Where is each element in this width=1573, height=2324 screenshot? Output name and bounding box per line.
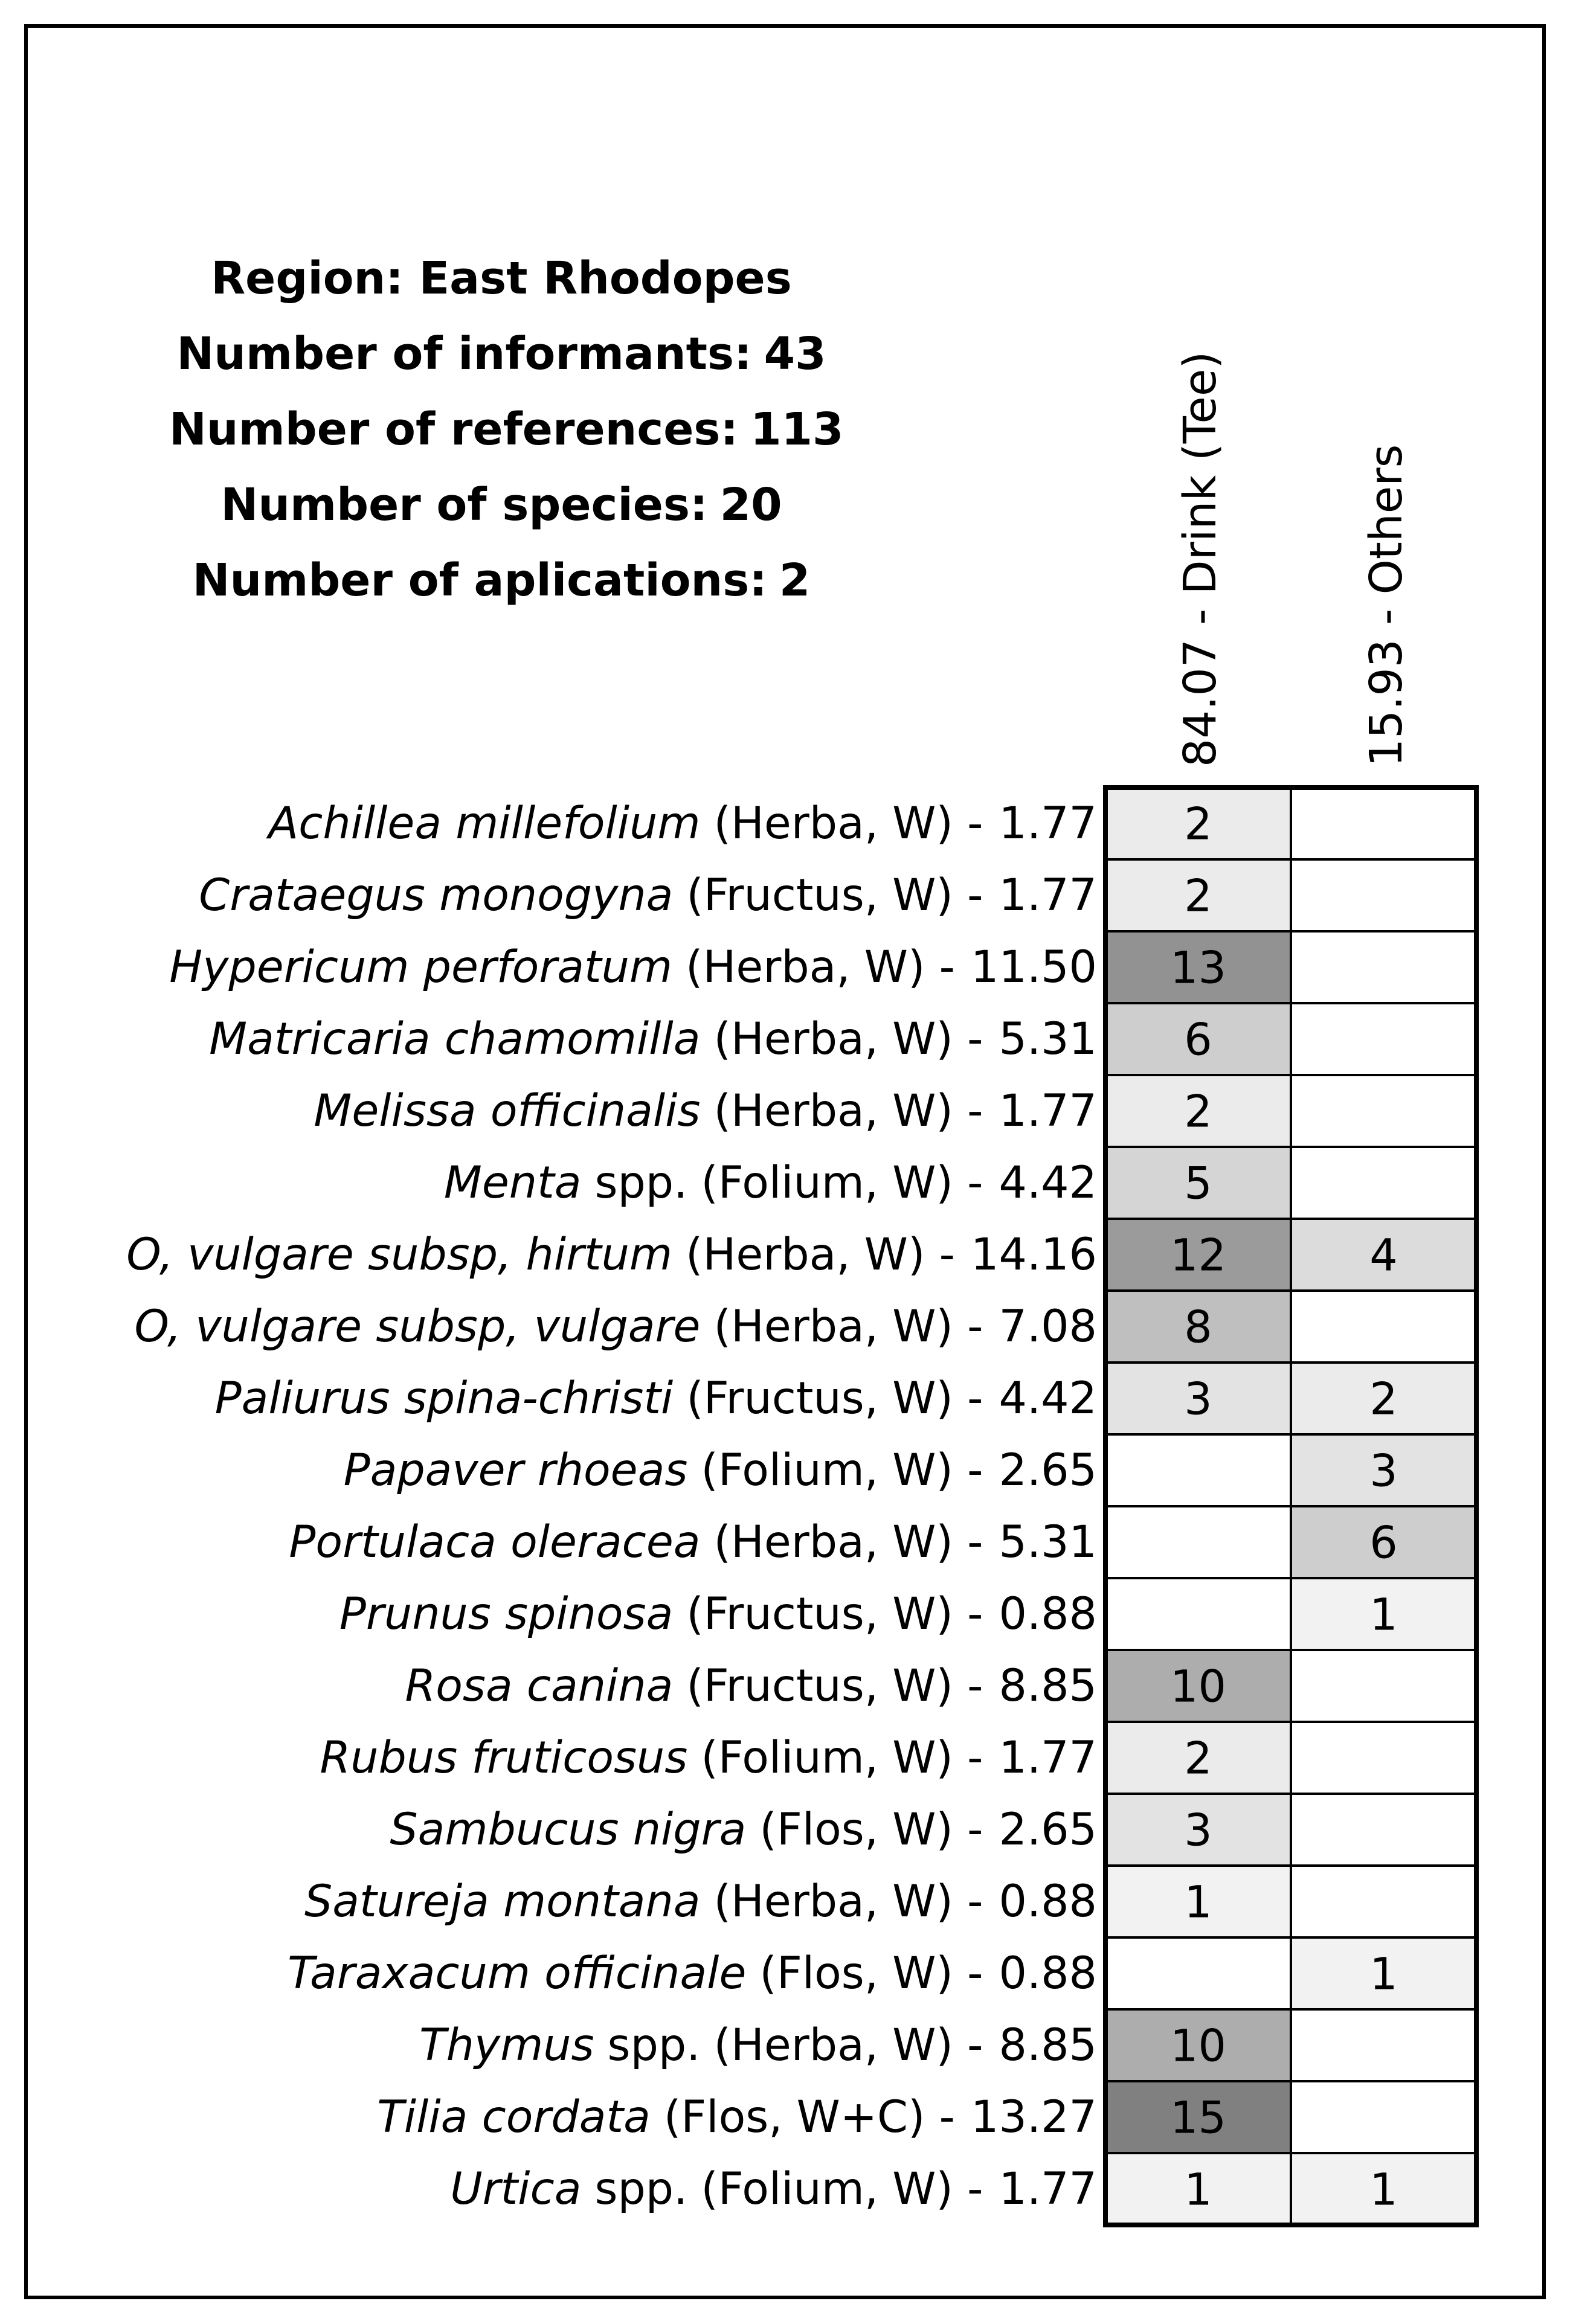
species-name: O, vulgare subsp, vulgare bbox=[134, 1301, 701, 1352]
heatmap-cell bbox=[1291, 1291, 1476, 1363]
cell-value-label: 1 bbox=[1184, 2164, 1212, 2216]
heatmap-cell bbox=[1105, 1578, 1291, 1650]
references-label: Number of references: bbox=[169, 403, 739, 455]
row-percent: 14.16 bbox=[971, 1229, 1097, 1280]
species-label: Number of species: bbox=[220, 479, 708, 531]
heatmap-cell bbox=[1105, 1434, 1291, 1506]
cell-value-label: 2 bbox=[1184, 1733, 1212, 1785]
cell-value-label: 3 bbox=[1184, 1805, 1212, 1857]
cell-value-label: 4 bbox=[1369, 1230, 1398, 1282]
plant-part-details: (Folium, W) - bbox=[701, 2163, 983, 2215]
applications-label: Number of aplications: bbox=[192, 554, 767, 606]
cell-value-label: 12 bbox=[1170, 1230, 1226, 1282]
cell-value-label: 3 bbox=[1184, 1373, 1212, 1425]
species-name: Satureja montana bbox=[304, 1876, 701, 1927]
heatmap-cell bbox=[1291, 859, 1476, 931]
row-percent: 1.77 bbox=[999, 1085, 1097, 1137]
plant-part-details: (Flos, W) - bbox=[759, 1804, 983, 1855]
plant-part-details: (Folium, W) - bbox=[701, 1157, 983, 1209]
row-percent: 1.77 bbox=[999, 2163, 1097, 2215]
cell-value-label: 6 bbox=[1369, 1517, 1398, 1569]
plant-part-details: (Fructus, W) - bbox=[686, 870, 983, 921]
plant-part-details: (Herba, W) - bbox=[713, 1301, 983, 1352]
heatmap-cell bbox=[1291, 931, 1476, 1003]
row-percent: 1.77 bbox=[999, 798, 1097, 849]
region-label: Region: East Rhodopes bbox=[211, 252, 792, 304]
row-percent: 8.85 bbox=[999, 2020, 1097, 2071]
species-name: Matricaria chamomilla bbox=[209, 1013, 701, 1065]
heatmap-cell bbox=[1291, 1075, 1476, 1147]
heatmap-cell bbox=[1105, 1937, 1291, 2009]
cell-value-label: 1 bbox=[1369, 2164, 1398, 2216]
species-value: 20 bbox=[719, 479, 782, 531]
cell-value-label: 2 bbox=[1369, 1373, 1398, 1425]
row-percent: 4.42 bbox=[999, 1373, 1097, 1424]
plant-part-details: (Herba, W) - bbox=[686, 1229, 956, 1280]
row-percent: 4.42 bbox=[999, 1157, 1097, 1209]
species-name: Menta bbox=[443, 1157, 582, 1209]
heatmap-cell bbox=[1291, 2081, 1476, 2153]
row-percent: 11.50 bbox=[971, 942, 1097, 993]
heatmap-cell bbox=[1105, 1506, 1291, 1578]
heatmap-cell bbox=[1291, 1003, 1476, 1075]
plant-part-details: (Herba, W) - bbox=[713, 1876, 983, 1927]
row-percent: 0.88 bbox=[999, 1588, 1097, 1640]
cell-value-label: 6 bbox=[1184, 1014, 1212, 1066]
row-percent: 13.27 bbox=[971, 2091, 1097, 2143]
species-name: Taraxacum officinale bbox=[288, 1948, 747, 1999]
informants-label: Number of informants: bbox=[176, 328, 752, 380]
species-name: Thymus bbox=[419, 2020, 594, 2071]
cell-value-label: 13 bbox=[1170, 942, 1226, 994]
species-name: Sambucus nigra bbox=[390, 1804, 747, 1855]
row-percent: 0.88 bbox=[999, 1948, 1097, 1999]
plant-part-details: (Herba, W) - bbox=[713, 798, 983, 849]
row-percent: 2.65 bbox=[999, 1445, 1097, 1496]
species-name: Crataegus monogyna bbox=[199, 870, 674, 921]
row-percent: 1.77 bbox=[999, 870, 1097, 921]
row-percent: 5.31 bbox=[999, 1517, 1097, 1568]
plant-part-details: (Herba, W) - bbox=[713, 1517, 983, 1568]
heatmap-cell bbox=[1291, 1794, 1476, 1866]
heatmap-cell bbox=[1291, 1650, 1476, 1722]
cell-value-label: 2 bbox=[1184, 798, 1212, 850]
heatmap-cell bbox=[1291, 1722, 1476, 1794]
row-percent: 7.08 bbox=[999, 1301, 1097, 1352]
row-percent: 1.77 bbox=[999, 1732, 1097, 1783]
row-percent: 2.65 bbox=[999, 1804, 1097, 1855]
plant-part-details: (Herba, W) - bbox=[686, 942, 956, 993]
plant-part-details: (Herba, W) - bbox=[713, 2020, 983, 2071]
species-name: Rubus fruticosus bbox=[320, 1732, 688, 1783]
species-name: Portulaca oleracea bbox=[289, 1517, 701, 1568]
cell-value-label: 2 bbox=[1184, 870, 1212, 922]
species-name: Achillea millefolium bbox=[268, 798, 701, 849]
species-name: Paliurus spina-christi bbox=[214, 1373, 674, 1424]
cell-value-label: 2 bbox=[1184, 1086, 1212, 1138]
cell-value-label: 1 bbox=[1184, 1876, 1212, 1928]
plant-part-details: (Flos, W+C) - bbox=[663, 2091, 956, 2143]
species-name: Prunus spinosa bbox=[339, 1588, 674, 1640]
informants-value: 43 bbox=[764, 328, 826, 380]
cell-value-label: 15 bbox=[1170, 2092, 1226, 2144]
heatmap-cell bbox=[1291, 1147, 1476, 1219]
row-percent: 5.31 bbox=[999, 1013, 1097, 1065]
plant-part-details: (Fructus, W) - bbox=[686, 1373, 983, 1424]
species-qualifier: spp. bbox=[594, 1157, 688, 1209]
species-name: Papaver rhoeas bbox=[343, 1445, 688, 1496]
plant-part-details: (Folium, W) - bbox=[701, 1445, 983, 1496]
species-name: Tilia cordata bbox=[377, 2091, 651, 2143]
species-qualifier: spp. bbox=[607, 2020, 701, 2071]
heatmap-cell bbox=[1291, 2009, 1476, 2081]
heatmap-cell bbox=[1291, 1866, 1476, 1937]
references-value: 113 bbox=[750, 403, 844, 455]
cell-value-label: 5 bbox=[1184, 1158, 1212, 1210]
applications-value: 2 bbox=[779, 554, 811, 606]
plant-part-details: (Flos, W) - bbox=[759, 1948, 983, 1999]
cell-value-label: 10 bbox=[1170, 2020, 1226, 2072]
species-name: Hypericum perforatum bbox=[169, 942, 673, 993]
cell-value-label: 1 bbox=[1369, 1948, 1398, 2000]
cell-value-label: 10 bbox=[1170, 1661, 1226, 1713]
row-percent: 8.85 bbox=[999, 1660, 1097, 1712]
plant-part-details: (Fructus, W) - bbox=[686, 1588, 983, 1640]
species-name: Urtica bbox=[450, 2163, 582, 2215]
row-percent: 0.88 bbox=[999, 1876, 1097, 1927]
cell-value-label: 3 bbox=[1369, 1445, 1398, 1497]
plant-part-details: (Herba, W) - bbox=[713, 1013, 983, 1065]
cell-value-label: 1 bbox=[1369, 1589, 1398, 1641]
species-name: O, vulgare subsp, hirtum bbox=[126, 1229, 673, 1280]
species-qualifier: spp. bbox=[594, 2163, 688, 2215]
cell-value-label: 8 bbox=[1184, 1302, 1212, 1353]
heatmap-cell bbox=[1291, 788, 1476, 859]
plant-part-details: (Herba, W) - bbox=[713, 1085, 983, 1137]
plant-part-details: (Fructus, W) - bbox=[686, 1660, 983, 1712]
species-name: Melissa officinalis bbox=[314, 1085, 701, 1137]
species-name: Rosa canina bbox=[405, 1660, 674, 1712]
plant-part-details: (Folium, W) - bbox=[701, 1732, 983, 1783]
